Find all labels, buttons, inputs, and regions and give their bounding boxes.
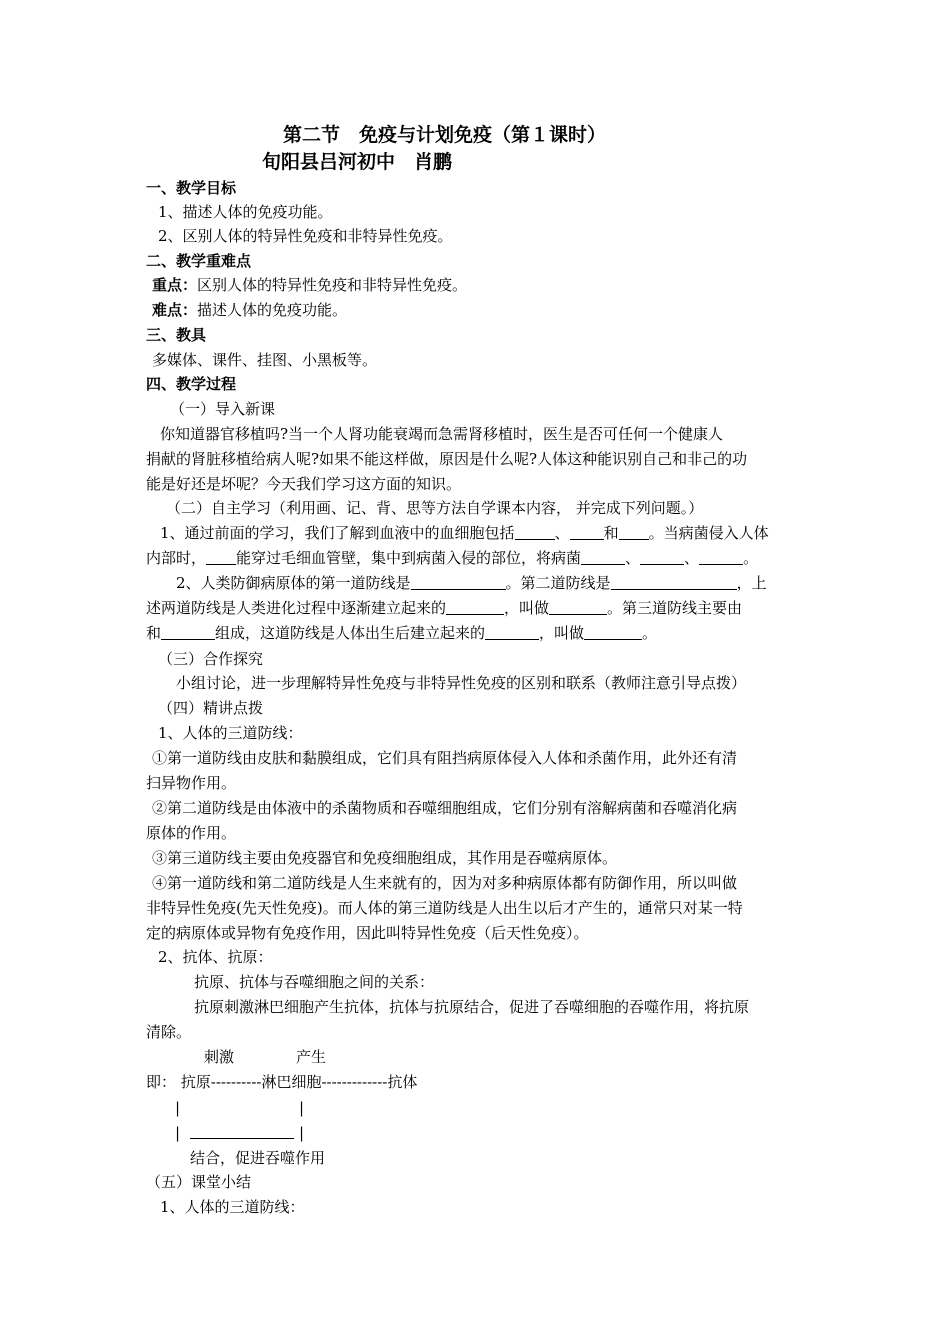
question-2-line-2 [146, 597, 742, 619]
paragraph-line: 扫异物作用。 [146, 774, 237, 792]
question-text: 、 [625, 549, 641, 567]
objective-item: 2、区别人体的特异性免疫和非特异性免疫。 [158, 227, 453, 245]
paragraph-line: 你知道器官移植吗?当一个人肾功能衰竭而急需肾移植时，医生是否可任何一个健康人 [160, 425, 724, 443]
question-text: 。 [642, 624, 658, 642]
summary-item: 1、人体的三道防线： [160, 1198, 305, 1216]
difficult-point-line [152, 299, 347, 321]
answer-blank[interactable] [549, 599, 607, 615]
answer-blank[interactable] [411, 574, 506, 590]
paragraph-line: ③第三道防线主要由免疫器官和免疫细胞组成，其作用是吞噬病原体。 [152, 849, 618, 867]
answer-blank[interactable] [584, 624, 642, 640]
section-heading-key-points: 二、教学重难点 [146, 252, 252, 270]
relation-title: 抗原、抗体与吞噬细胞之间的关系： [194, 973, 435, 991]
question-text: 内部时， [146, 549, 207, 567]
question-text: 和 [603, 524, 619, 542]
subheading-explanation: （四）精讲点拨 [158, 699, 264, 717]
diagram-flow-row: 即： 抗原----------淋巴细胞-------------抗体 [146, 1073, 418, 1091]
diagram-label-produce: 产生 [296, 1048, 327, 1066]
paragraph-line: 非特异性免疫(先天性免疫)。而人体的第三道防线是人出生以后才产生的，通常只对某一特 [146, 899, 743, 917]
question-text: 组成，这道防线是人体出生后建立起来的 [215, 624, 486, 642]
answer-blank[interactable] [206, 549, 236, 565]
question-2-line-1 [176, 572, 767, 594]
paragraph-line: ②第二道防线是由体液中的杀菌物质和吞噬细胞组成，它们分别有溶解病菌和吞噬消化病 [152, 799, 738, 817]
page-title: 第二节 免疫与计划免疫（第１课时） [283, 124, 607, 146]
question-text: 。第二道防线是 [505, 574, 611, 592]
question-text: 、 [554, 524, 570, 542]
question-1-line-2 [146, 547, 758, 569]
answer-blank[interactable] [640, 549, 684, 565]
diagram-bottom-label: 结合，促进吞噬作用 [190, 1149, 326, 1167]
question-text: 能穿过毛细血管壁，集中到病菌入侵的部位，将病菌 [236, 549, 582, 567]
question-text: ，叫做 [504, 599, 550, 617]
subheading-intro: （一）导入新课 [170, 400, 276, 418]
question-text: 1、通过前面的学习，我们了解到血液中的血细胞包括 [160, 524, 515, 542]
subheading-summary: （五）课堂小结 [146, 1173, 252, 1191]
diagram-connector: | [175, 1124, 181, 1142]
paragraph-line: 捐献的肾脏移植给病人呢?如果不能这样做，原因是什么呢?人体这种能识别自己和非己的功 [146, 450, 748, 468]
diagram-label-stimulate: 刺激 [204, 1048, 235, 1066]
answer-blank[interactable] [570, 524, 604, 540]
question-text: 2、人类防御病原体的第一道防线是 [176, 574, 411, 592]
answer-blank[interactable] [619, 524, 649, 540]
question-text: 和 [146, 624, 162, 642]
diagram-connector: | [175, 1099, 181, 1117]
question-text: 、 [684, 549, 700, 567]
answer-blank[interactable] [515, 524, 555, 540]
question-text: 述两道防线是人类进化过程中逐渐建立起来的 [146, 599, 447, 617]
subheading-cooperative: （三）合作探究 [158, 650, 264, 668]
answer-blank[interactable] [485, 624, 539, 640]
diagram-bottom-line [190, 1138, 294, 1139]
diagram-connector: | [299, 1099, 305, 1117]
difficult-point-text: 描述人体的免疫功能。 [197, 301, 348, 319]
subheading-antibody-antigen: 2、抗体、抗原： [158, 948, 273, 966]
question-2-line-3 [146, 622, 657, 644]
question-text: 。第三道防线主要由 [607, 599, 743, 617]
diagram-connector: | [299, 1124, 305, 1142]
section-heading-teaching-aids: 三、教具 [146, 326, 207, 344]
difficult-point-label: 难点： [152, 301, 198, 319]
teaching-aids-text: 多媒体、课件、挂图、小黑板等。 [152, 351, 378, 369]
paragraph-line: ④第一道防线和第二道防线是人生来就有的，因为对多种病原体都有防御作用，所以叫做 [152, 874, 738, 892]
paragraph-line: 小组讨论，进一步理解特异性免疫与非特异性免疫的区别和联系（教师注意引导点拨） [176, 674, 747, 692]
question-1-line-1 [160, 522, 769, 544]
section-heading-process: 四、教学过程 [146, 375, 237, 393]
paragraph-line: 抗原刺激淋巴细胞产生抗体，抗体与抗原结合，促进了吞噬细胞的吞噬作用，将抗原 [194, 998, 750, 1016]
answer-blank[interactable] [446, 599, 504, 615]
question-text: ，上 [736, 574, 767, 592]
paragraph-line: ①第一道防线由皮肤和黏膜组成，它们具有阻挡病原体侵入人体和杀菌作用，此外还有清 [152, 749, 738, 767]
answer-blank[interactable] [161, 624, 215, 640]
answer-blank[interactable] [581, 549, 625, 565]
author-line: 旬阳县吕河初中 肖鹏 [262, 151, 453, 173]
subheading-self-study: （二）自主学习（利用画、记、背、思等方法自学课本内容， 并完成下列问题。） [166, 499, 704, 517]
key-point-text: 区别人体的特异性免疫和非特异性免疫。 [197, 276, 468, 294]
paragraph-line: 能是好还是坏呢？今天我们学习这方面的知识。 [146, 475, 462, 493]
key-point-line [152, 274, 467, 296]
key-point-label: 重点： [152, 276, 198, 294]
question-text: 。 [743, 549, 759, 567]
paragraph-line: 原体的作用。 [146, 824, 237, 842]
answer-blank[interactable] [611, 574, 737, 590]
paragraph-line: 定的病原体或异物有免疫作用，因此叫特异性免疫（后天性免疫）。 [146, 924, 589, 942]
answer-blank[interactable] [699, 549, 743, 565]
question-text: ，叫做 [539, 624, 585, 642]
section-heading-objectives: 一、教学目标 [146, 179, 237, 197]
subheading-three-lines: 1、人体的三道防线： [158, 724, 303, 742]
paragraph-line: 清除。 [146, 1023, 192, 1041]
objective-item: 1、描述人体的免疫功能。 [158, 203, 333, 221]
question-text: 。当病菌侵入人体 [648, 524, 769, 542]
